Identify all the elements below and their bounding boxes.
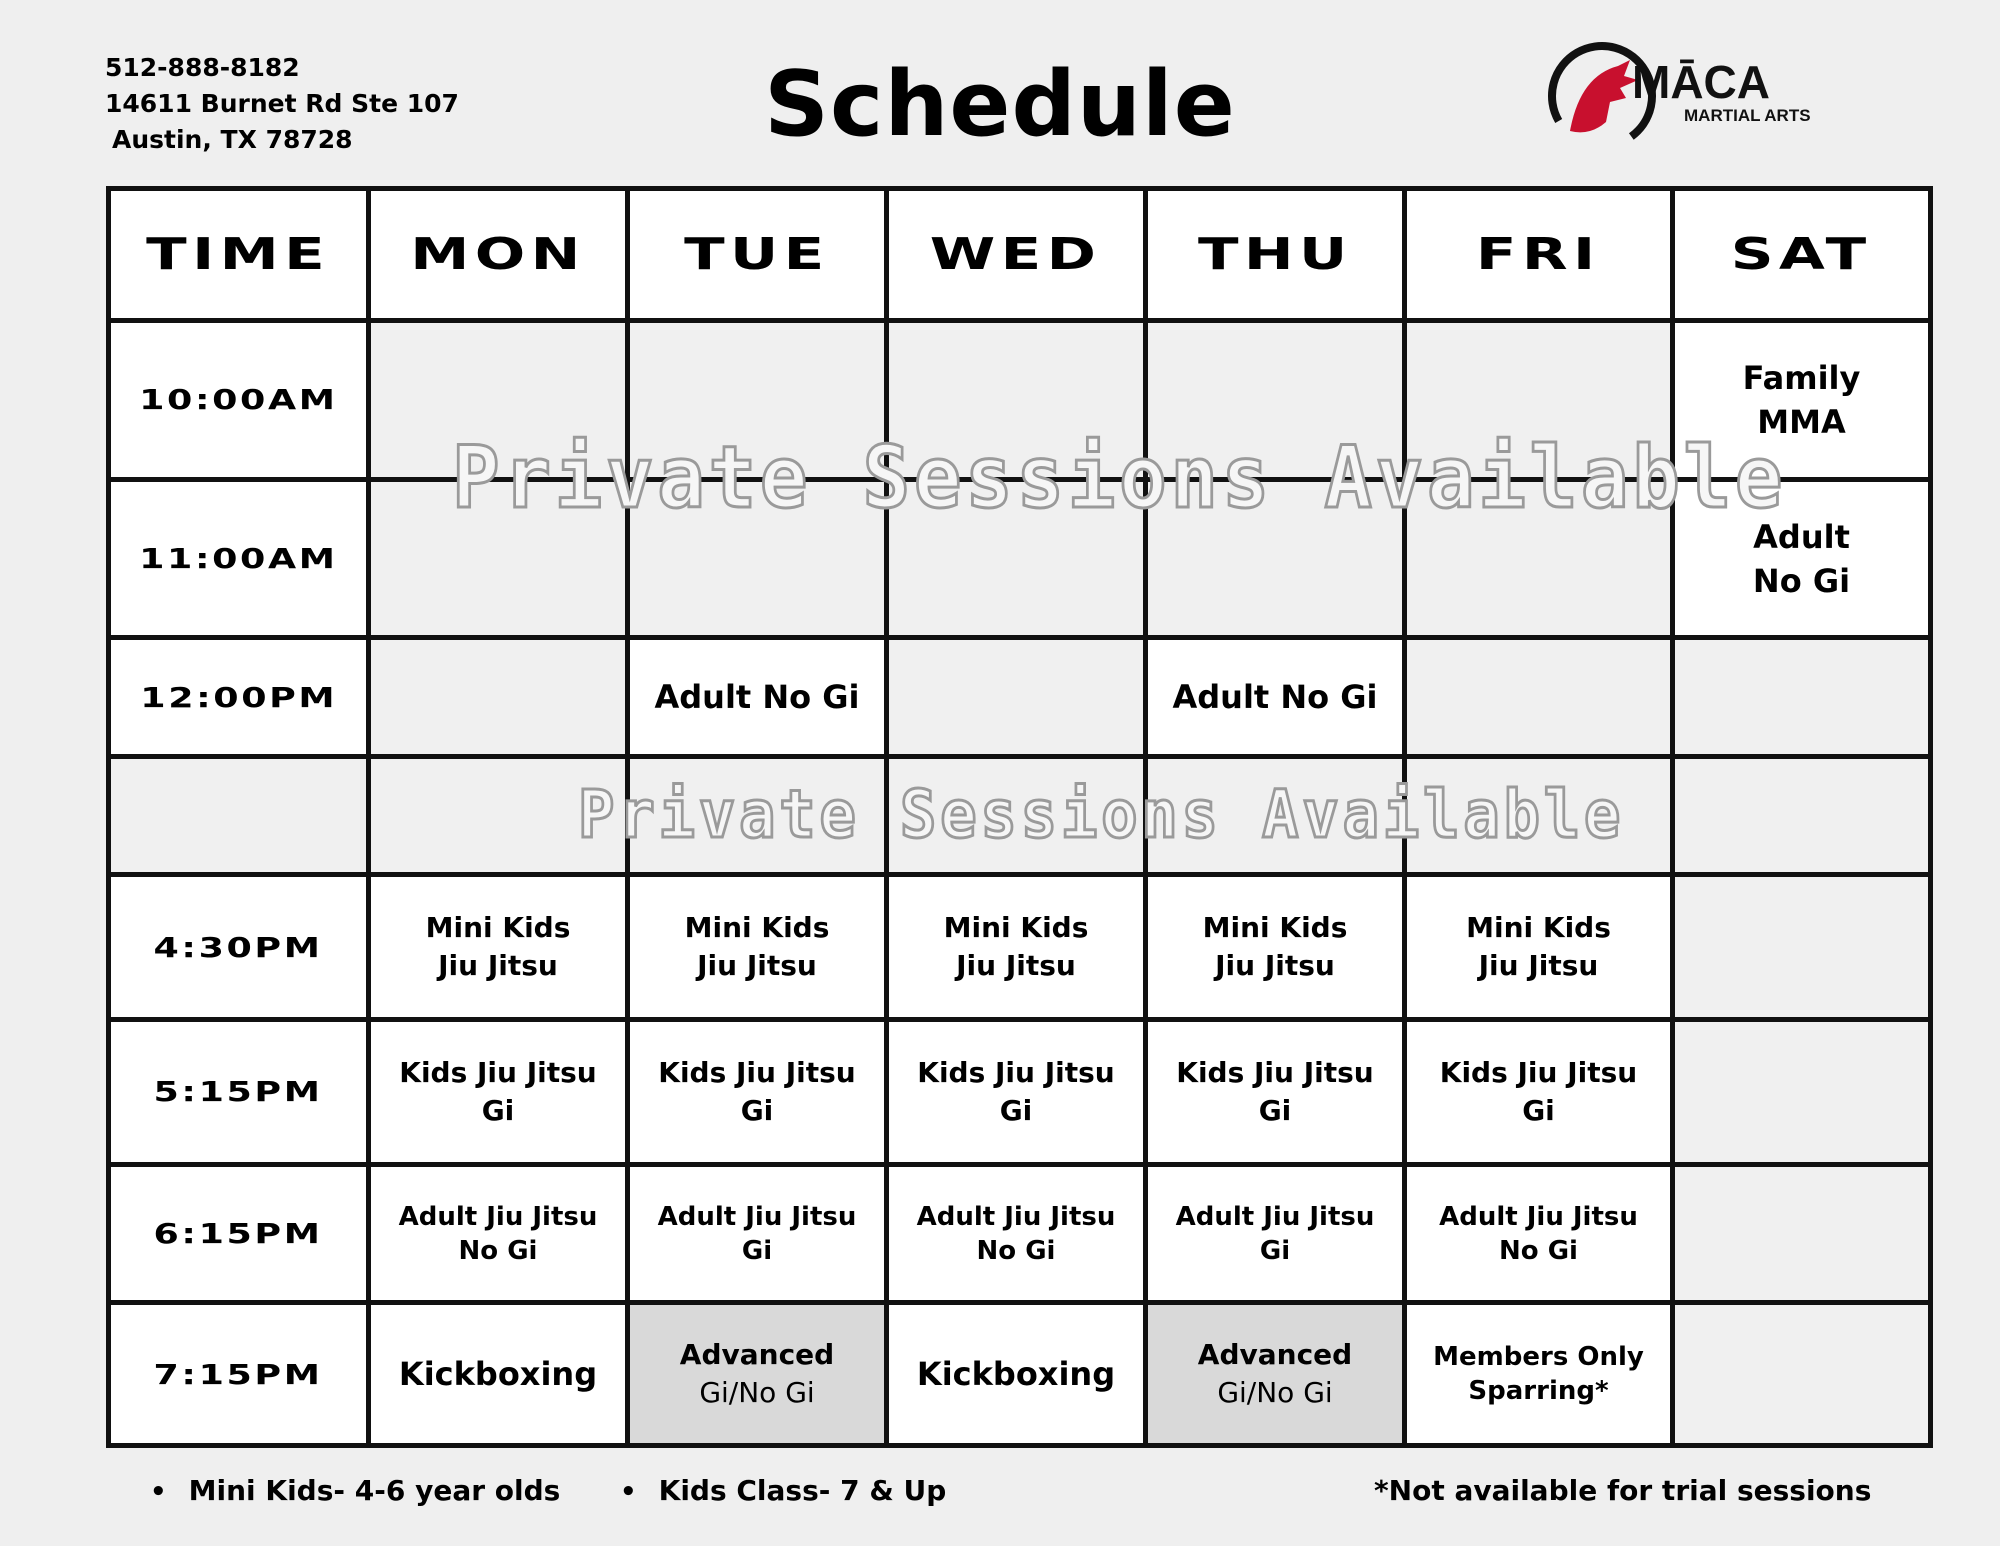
time-cell: 5:15PM	[109, 1020, 369, 1165]
header-sat: SAT	[1673, 189, 1931, 321]
class-cell	[887, 1020, 1146, 1165]
class-cell	[887, 638, 1146, 757]
class-cell	[1405, 1303, 1673, 1446]
class-name: Kids Jiu Jitsu Gi	[1439, 1055, 1638, 1127]
wolf-icon	[1570, 60, 1638, 132]
class-cell	[1673, 1020, 1931, 1165]
header-mon: MON	[369, 189, 628, 321]
class-cell	[369, 1020, 628, 1165]
class-cell	[1673, 1164, 1931, 1303]
class-name: Adult No Gi	[654, 678, 860, 717]
class-name: Adult No Gi	[1752, 517, 1851, 600]
address-line-2: Austin, TX 78728	[112, 125, 353, 154]
class-name: Adult Jiu Jitsu Gi	[1175, 1201, 1375, 1266]
class-name: Kids Jiu Jitsu Gi	[1176, 1055, 1374, 1127]
class-cell	[628, 1303, 887, 1446]
class-name: Mini Kids Jiu Jitsu	[1466, 911, 1611, 983]
class-name: Members Only Sparring*	[1433, 1342, 1644, 1407]
class-cell	[887, 1303, 1146, 1446]
class-cell	[1146, 1020, 1405, 1165]
time-cell: 12:00PM	[109, 638, 369, 757]
class-cell	[628, 1020, 887, 1165]
time-cell: 11:00AM	[109, 479, 369, 638]
schedule-row	[109, 1303, 1931, 1446]
time-cell: 10:00AM	[109, 321, 369, 480]
private-sessions-watermark: Private Sessions Available	[452, 428, 1787, 528]
maca-logo	[1540, 36, 1840, 156]
class-name: Mini Kids Jiu Jitsu	[943, 911, 1089, 983]
address-line-1: 14611 Burnet Rd Ste 107	[105, 89, 459, 118]
class-cell	[628, 875, 887, 1020]
class-name: Mini Kids Jiu Jitsu	[1202, 911, 1348, 983]
class-cell	[887, 1164, 1146, 1303]
class-name: Adult No Gi	[1172, 678, 1378, 717]
class-name: Advanced Gi/No Gi	[1197, 1338, 1353, 1410]
time-cell	[109, 756, 369, 875]
schedule-row	[109, 638, 1931, 757]
header-time: TIME	[109, 189, 369, 321]
class-name: Kickboxing	[916, 1355, 1116, 1394]
class-cell	[369, 1303, 628, 1446]
class-name: Kids Jiu Jitsu Gi	[658, 1055, 856, 1127]
header-thu: THU	[1146, 189, 1405, 321]
class-cell	[1405, 875, 1673, 1020]
class-name: Advanced Gi/No Gi	[679, 1338, 835, 1410]
class-cell	[1673, 638, 1931, 757]
footer-note-trial: *Not available for trial sessions	[1374, 1474, 1872, 1507]
class-name: Adult Jiu Jitsu Gi	[657, 1201, 857, 1266]
class-name: Mini Kids Jiu Jitsu	[425, 911, 571, 983]
class-cell	[1405, 1164, 1673, 1303]
time-cell: 7:15PM	[109, 1303, 369, 1446]
schedule-row	[109, 1164, 1931, 1303]
class-name: Mini Kids Jiu Jitsu	[684, 911, 830, 983]
class-cell	[628, 1164, 887, 1303]
class-cell	[887, 875, 1146, 1020]
class-name: Kids Jiu Jitsu Gi	[917, 1055, 1115, 1127]
schedule-row	[109, 875, 1931, 1020]
footer-note-mini-kids: • Mini Kids- 4-6 year olds	[150, 1474, 560, 1507]
class-cell	[1673, 1303, 1931, 1446]
class-cell	[1405, 638, 1673, 757]
private-sessions-watermark: Private Sessions Available	[578, 776, 1625, 853]
phone-number: 512-888-8182	[105, 53, 300, 82]
class-cell	[1673, 756, 1931, 875]
logo-name: MĀCA	[1632, 56, 1770, 108]
class-cell	[369, 875, 628, 1020]
header-fri: FRI	[1405, 189, 1673, 321]
class-cell	[1146, 1164, 1405, 1303]
logo-subtitle: MARTIAL ARTS	[1684, 106, 1811, 125]
time-cell: 6:15PM	[109, 1164, 369, 1303]
time-cell: 4:30PM	[109, 875, 369, 1020]
class-name: Kickboxing	[398, 1355, 598, 1394]
page-title: Schedule	[764, 52, 1236, 157]
header-wed: WED	[887, 189, 1146, 321]
class-cell	[1673, 875, 1931, 1020]
header-tue: TUE	[628, 189, 887, 321]
class-cell	[369, 638, 628, 757]
class-name: Kids Jiu Jitsu Gi	[399, 1055, 597, 1127]
class-cell	[369, 1164, 628, 1303]
footer-note-kids-class: • Kids Class- 7 & Up	[620, 1474, 946, 1507]
class-name: Adult Jiu Jitsu No Gi	[398, 1201, 598, 1266]
class-cell	[1146, 638, 1405, 757]
class-cell	[1146, 875, 1405, 1020]
class-name: Adult Jiu Jitsu No Gi	[916, 1201, 1116, 1266]
class-cell	[1405, 1020, 1673, 1165]
class-name: Family MMA	[1742, 358, 1861, 441]
schedule-row	[109, 1020, 1931, 1165]
class-cell	[1146, 1303, 1405, 1446]
class-name: Adult Jiu Jitsu No Gi	[1439, 1201, 1638, 1266]
class-cell	[628, 638, 887, 757]
header-row	[109, 189, 1931, 321]
